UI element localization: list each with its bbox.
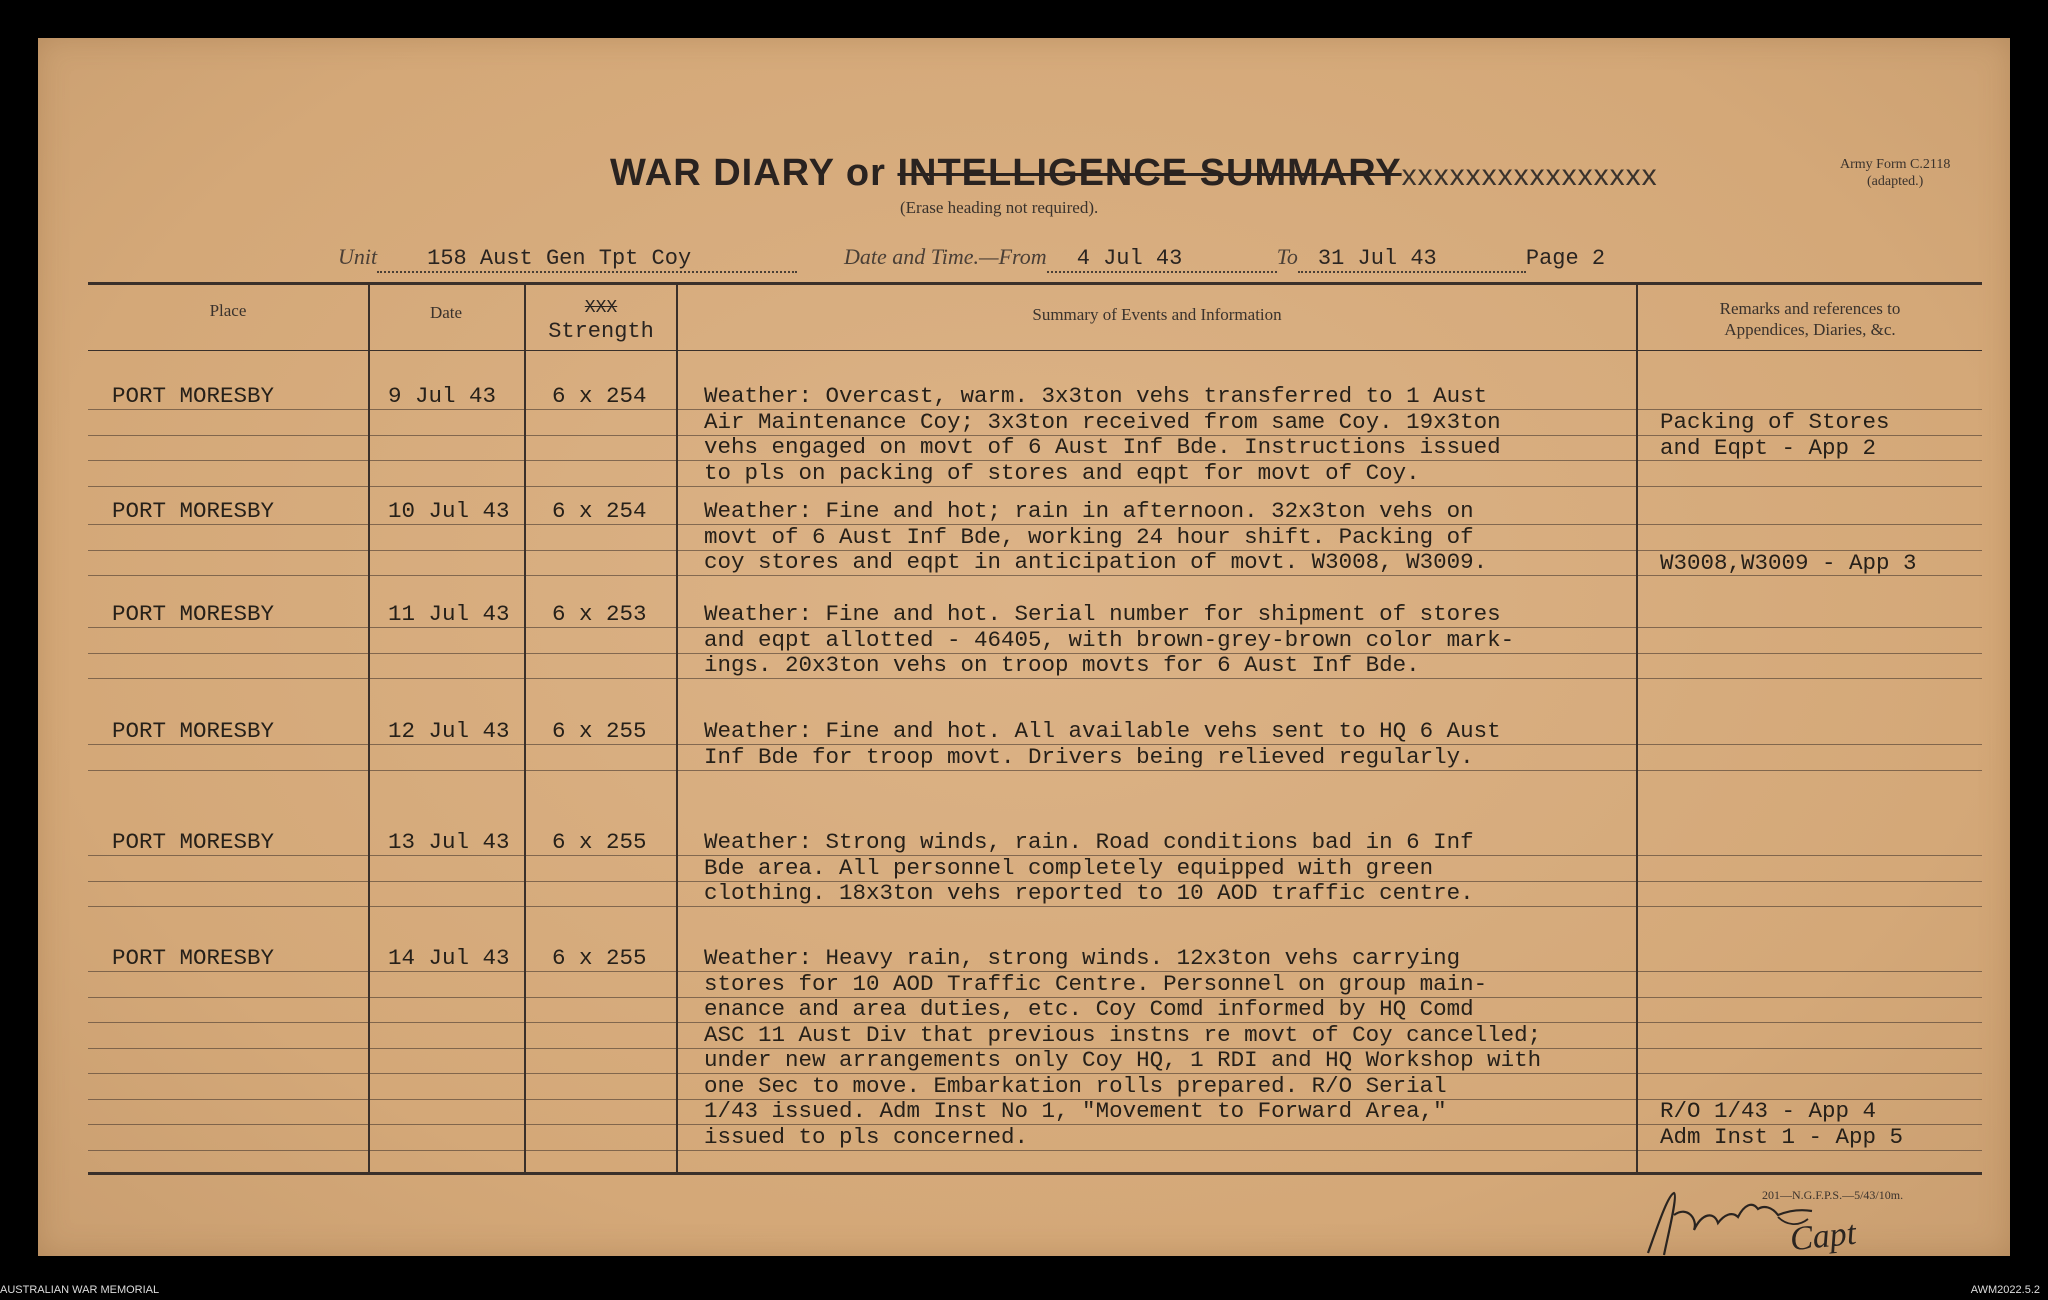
header-rule [88,350,1982,351]
entry-date: 11 Jul 43 [388,601,510,627]
entry-strength: 6 x 254 [552,498,647,524]
entry-summary-line: and eqpt allotted - 46405, with brown-grey-brown color mark- [704,626,1515,653]
entry-date: 9 Jul 43 [388,383,497,409]
title-xxx: xxxxxxxxxxxxxxxx [1401,159,1658,192]
entry-summary-line: vehs engaged on movt of 6 Aust Inf Bde. Instructions issued [704,434,1501,460]
unit-line [338,244,797,273]
entry-summary-line: stores for 10 AOD Traffic Centre. Personnel on group main- [704,970,1488,997]
strength-label: Strength [548,319,654,344]
page-label: Page 2 [1525,246,1606,271]
entry-strength: 6 x 255 [552,829,647,855]
unit-label: Unit [338,244,378,269]
army-form-line1: Army Form C.2118 [1840,157,1951,172]
entry-place: PORT MORESBY [112,718,275,744]
entry-place: PORT MORESBY [112,945,275,971]
entry-summary-line: Weather: Fine and hot; rain in afternoon. 32x3ton vehs on [704,498,1474,524]
col-divider-4 [1636,284,1638,1172]
entry-summary-line: issued to pls concerned. [704,1123,1029,1150]
entry-summary-line: 1/43 issued. Adm Inst No 1, "Movement to Forward Area," [704,1098,1447,1124]
entry-summary-line: ASC 11 Aust Div that previous instns re movt of Coy cancelled; [704,1021,1542,1048]
entry-remark: R/O 1/43 - App 4 [1660,1098,1877,1124]
entry-remark: Packing of Stores [1660,409,1890,435]
entry-summary-line: movt of 6 Aust Inf Bde, working 24 hour shift. Packing of [704,523,1474,550]
col-place-header: Place [209,301,247,320]
entry-summary-line: Inf Bde for troop movt. Drivers being relieved regularly. [704,743,1474,770]
entry-remark: and Eqpt - App 2 [1660,435,1877,461]
entry-date: 12 Jul 43 [388,718,510,744]
form-title [610,152,1658,195]
army-form-line2: (adapted.) [1866,174,1924,189]
entry-strength: 6 x 253 [552,601,647,627]
entry-strength: 6 x 255 [552,945,647,971]
erase-note: (Erase heading not required). [900,198,1099,217]
entry-summary-line: under new arrangements only Coy HQ, 1 RDI and HQ Workshop with [704,1047,1542,1073]
entry-summary-line: enance and area duties, etc. Coy Comd informed by HQ Comd [704,996,1474,1022]
entry-place: PORT MORESBY [112,829,275,855]
entry-remark: Adm Inst 1 - App 5 [1660,1124,1904,1150]
col-divider-3 [676,284,678,1172]
footer-ref: AWM2022.5.2 [1970,1284,2040,1296]
table-top-rule [88,282,1982,285]
printer-mark: 201—N.G.F.P.S.—5/43/10m. [1762,1188,1904,1202]
col-divider-1 [368,284,370,1172]
entry-summary-line: clothing. 18x3ton vehs reported to 10 AOD traffic centre. [704,880,1474,906]
col-divider-2 [524,284,526,1172]
title-struck-intelligence: INTELLIGENCE SUMMARY [897,152,1402,194]
entry-summary-line: coy stores and eqpt in anticipation of movt. W3008, W3009. [704,549,1488,575]
entry-summary-line: to pls on packing of stores and eqpt for movt of Coy. [704,459,1420,486]
entry-place: PORT MORESBY [112,383,275,409]
entry-date: 13 Jul 43 [388,829,510,855]
entry-summary-line: Weather: Fine and hot. Serial number for shipment of stores [704,601,1501,627]
entry-summary-line: Air Maintenance Coy; 3x3ton received from same Coy. 19x3ton [704,408,1501,435]
signature [1628,1175,1928,1265]
army-form-label [1840,156,1950,190]
col-summary-header: Summary of Events and Information [1032,305,1282,324]
entry-summary-line: Weather: Strong winds, rain. Road conditions bad in 6 Inf [704,829,1474,855]
col-date-header: Date [429,303,463,322]
entry-summary-line: Weather: Fine and hot. All available vehs sent to HQ 6 Aust [704,718,1501,744]
entry-date: 10 Jul 43 [388,498,510,524]
remarks-header-line2: Appendices, Diaries, &c. [1724,320,1896,339]
footer-credit: AUSTRALIAN WAR MEMORIAL [0,1284,160,1296]
entry-remark: W3008,W3009 - App 3 [1660,550,1917,576]
entry-date: 14 Jul 43 [388,945,510,971]
entry-place: PORT MORESBY [112,498,275,524]
entry-place: PORT MORESBY [112,601,275,627]
remarks-header-line1: Remarks and references to [1719,299,1901,318]
to-label: To [1276,244,1298,269]
title-war-diary: WAR DIARY or [610,152,898,194]
col-remarks-header [1638,298,1982,340]
col-strength-header [526,296,676,344]
entry-summary-line: ings. 20x3ton vehs on troop movts for 6 Aust Inf Bde. [704,652,1420,678]
date-line [844,244,1605,273]
date-label: Date and Time.—From [844,244,1047,269]
entry-summary-line: Weather: Overcast, warm. 3x3ton vehs transferred to 1 Aust [704,383,1488,409]
signature-capt: Capt [1788,1214,1858,1259]
entry-summary-line: one Sec to move. Embarkation rolls prepared. R/O Serial [704,1072,1447,1099]
strength-struck: XXX [584,298,618,318]
entry-summary-line: Bde area. All personnel completely equipped with green [704,854,1434,881]
entry-strength: 6 x 254 [552,383,647,409]
entry-summary-line: Weather: Heavy rain, strong winds. 12x3ton vehs carrying [704,945,1461,971]
date-from: 4 Jul 43 [1047,246,1277,273]
unit-value: 158 Aust Gen Tpt Coy [377,246,797,273]
entry-strength: 6 x 255 [552,718,647,744]
date-to: 31 Jul 43 [1298,246,1526,273]
